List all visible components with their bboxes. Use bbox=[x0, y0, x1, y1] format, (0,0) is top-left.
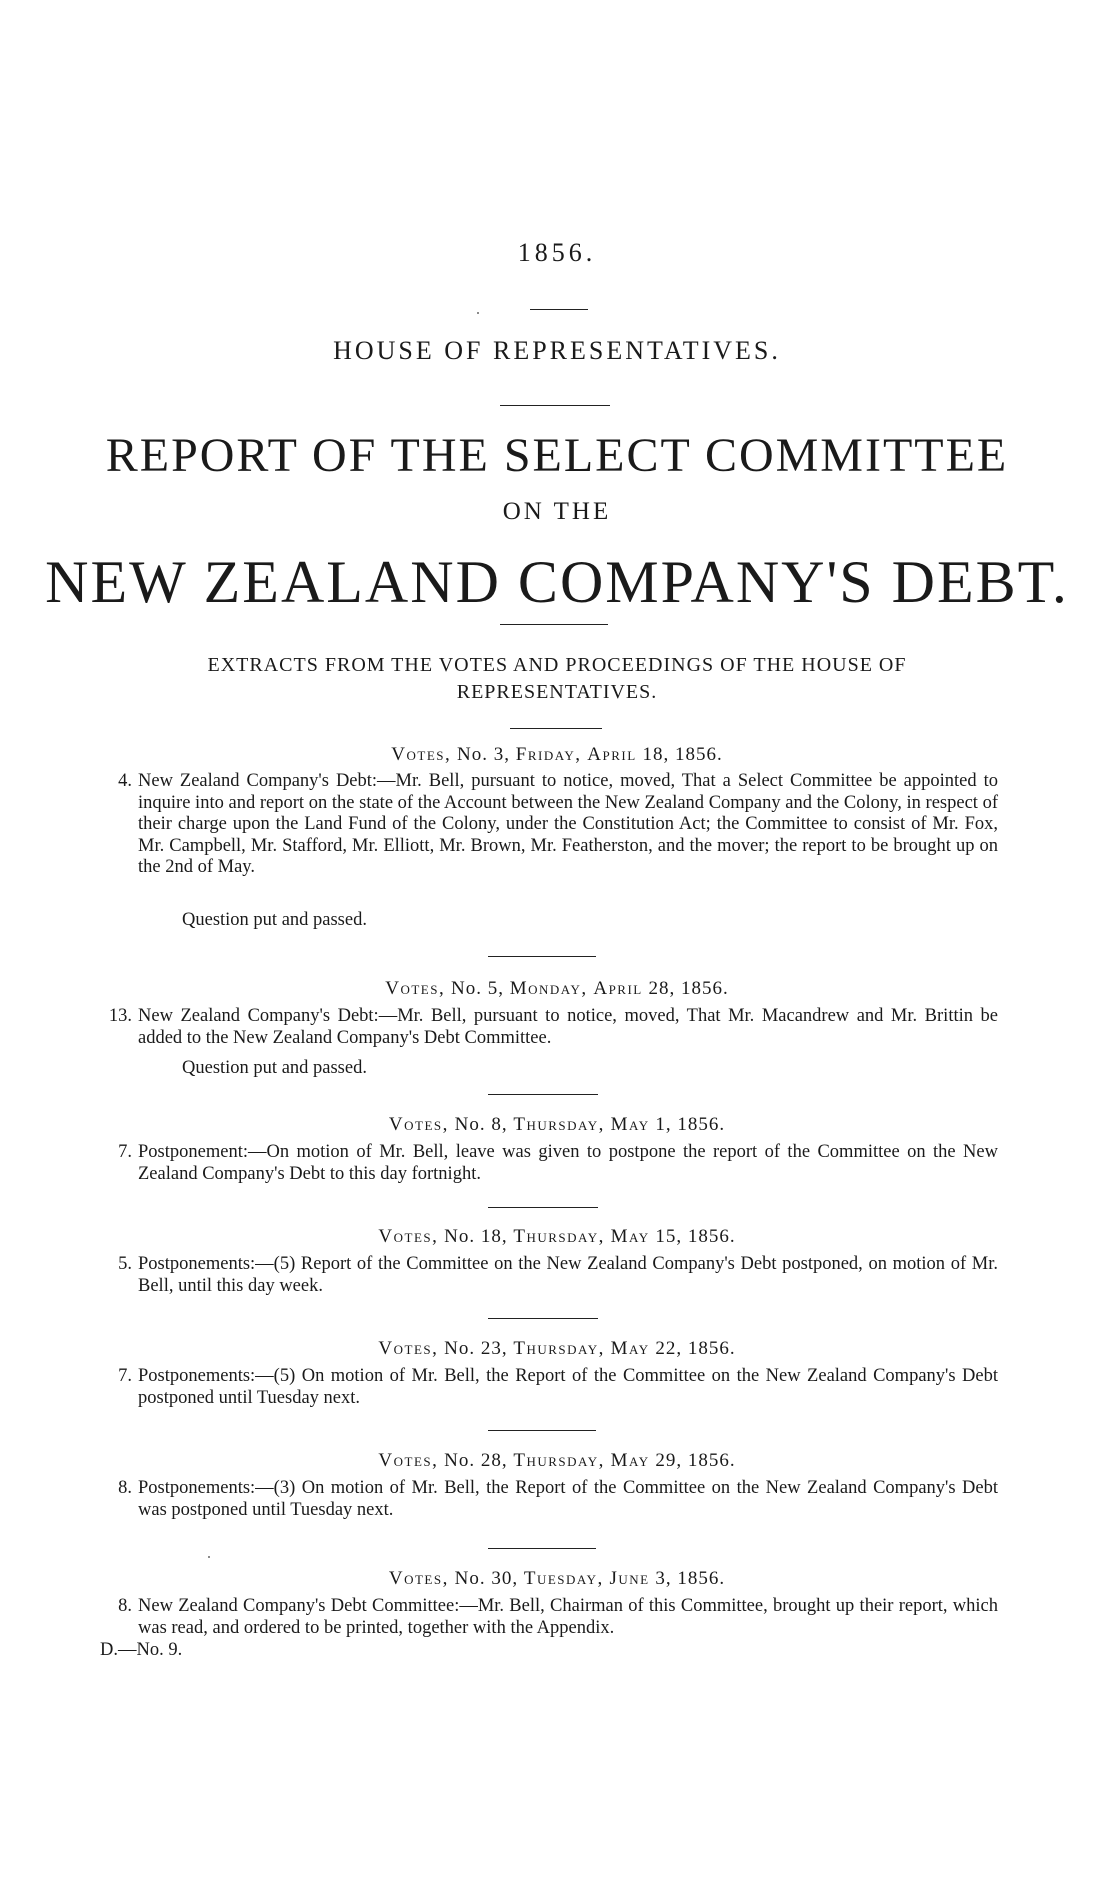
entry-text: Postponements:—(5) Report of the Committee on the New Zealand Company's Debt postponed, on motion of Mr. Bell, until this day week. bbox=[138, 1254, 998, 1296]
main-title: NEW ZEALAND COMPANY'S DEBT. bbox=[45, 549, 1069, 615]
extracts-heading: EXTRACTS FROM THE VOTES AND PROCEEDINGS OF THE HOUSE OF REPRESENTATIVES. bbox=[207, 654, 907, 703]
vote-entry bbox=[118, 771, 998, 879]
entry-number: 7. bbox=[118, 1366, 132, 1386]
divider-rule bbox=[500, 405, 610, 406]
document-year: 1856. bbox=[517, 238, 597, 267]
entry-text: New Zealand Company's Debt:—Mr. Bell, pursuant to notice, moved, That Mr. Macandrew and Mr. Brittin be added to the New Zealand Company's Debt Committee. bbox=[138, 1006, 998, 1048]
divider-rule bbox=[488, 1548, 596, 1549]
vote-entry bbox=[118, 1366, 998, 1409]
divider-rule bbox=[488, 1094, 598, 1095]
vote-heading: Votes, No. 28, Thursday, May 29, 1856. bbox=[378, 1450, 736, 1471]
vote-heading: Votes, No. 30, Tuesday, June 3, 1856. bbox=[388, 1568, 726, 1589]
entry-number: 4. bbox=[118, 771, 132, 791]
house-heading: HOUSE OF REPRESENTATIVES. bbox=[333, 336, 781, 365]
vote-entry bbox=[108, 1006, 998, 1049]
vote-heading: Votes, No. 3, Friday, April 18, 1856. bbox=[391, 744, 723, 765]
divider-rule bbox=[488, 956, 596, 957]
vote-heading: Votes, No. 18, Thursday, May 15, 1856. bbox=[378, 1226, 736, 1247]
vote-heading: Votes, No. 5, Monday, April 28, 1856. bbox=[385, 978, 729, 999]
entry-number: 7. bbox=[118, 1142, 132, 1162]
vote-heading: Votes, No. 8, Thursday, May 1, 1856. bbox=[388, 1114, 726, 1135]
entry-number: 8. bbox=[118, 1478, 132, 1498]
on-the-line: ON THE bbox=[502, 498, 612, 525]
entry-text: Postponement:—On motion of Mr. Bell, leave was given to postpone the report of the Committee on the New Zealand Company's Debt to this day fortnight. bbox=[138, 1142, 998, 1184]
vote-entry bbox=[118, 1596, 998, 1639]
print-speck bbox=[208, 1556, 210, 1558]
divider-rule bbox=[488, 1430, 596, 1431]
entry-text: Postponements:—(3) On motion of Mr. Bell, the Report of the Committee on the New Zealand Company's Debt was postponed until Tuesday next. bbox=[138, 1478, 998, 1520]
vote-heading: Votes, No. 23, Thursday, May 22, 1856. bbox=[378, 1338, 736, 1359]
print-speck bbox=[477, 312, 479, 314]
entry-text: New Zealand Company's Debt Committee:—Mr. Bell, Chairman of this Committee, brought up their report, which was read, and ordered to be printed, together with the Appendix. bbox=[138, 1596, 998, 1638]
vote-entry bbox=[118, 1478, 998, 1521]
question-put-note: Question put and passed. bbox=[182, 1058, 367, 1078]
entry-number: 5. bbox=[118, 1254, 132, 1274]
report-title: REPORT OF THE SELECT COMMITTEE bbox=[105, 429, 1009, 482]
divider-rule bbox=[488, 1207, 598, 1208]
entry-text: Postponements:—(5) On motion of Mr. Bell, the Report of the Committee on the New Zealand Company's Debt postponed until Tuesday next. bbox=[138, 1366, 998, 1408]
entry-text: New Zealand Company's Debt:—Mr. Bell, pursuant to notice, moved, That a Select Committee be appointed to inquire into and report on the state of the Account between the New Zealand Company and the Colony, in respect of their charge upon the Land Fund of the Colony, under the Constitution Act; the Committee to consist of Mr. Fox, Mr. Campbell, Mr. Stafford, Mr. Elliott, Mr. Brown, Mr. Featherston, and the mover; the report to be brought up on the 2nd of May. bbox=[138, 771, 998, 877]
divider-rule bbox=[500, 624, 608, 625]
vote-entry bbox=[118, 1254, 998, 1297]
entry-number: 8. bbox=[118, 1596, 132, 1616]
paper-number: D.—No. 9. bbox=[100, 1640, 183, 1660]
divider-rule bbox=[530, 309, 588, 310]
vote-entry bbox=[118, 1142, 998, 1185]
divider-rule bbox=[510, 728, 602, 729]
divider-rule bbox=[488, 1318, 598, 1319]
question-put-note: Question put and passed. bbox=[182, 910, 367, 930]
entry-number: 13. bbox=[108, 1006, 132, 1026]
